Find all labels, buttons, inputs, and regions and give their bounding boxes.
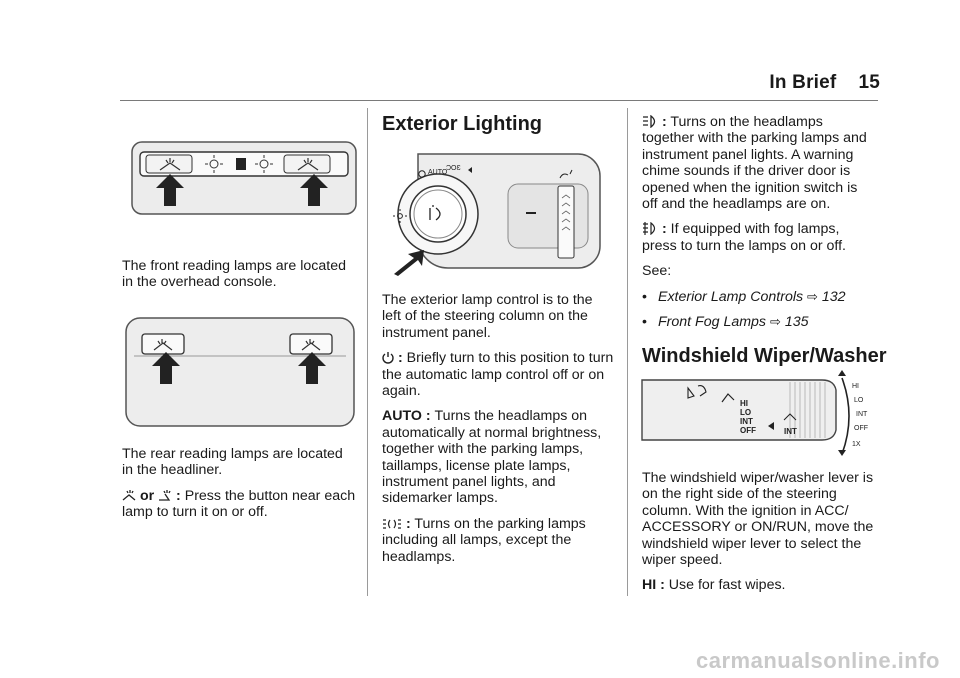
headlamps-icon: [642, 115, 658, 128]
exterior-lighting-body: [382, 292, 614, 574]
front-lamps-illustration: [130, 140, 358, 216]
fog-lamps-entry: : If equipped with fog lamps, press to turn the lamps on or off.: [642, 221, 846, 254]
lever-off-label: OFF: [854, 425, 868, 432]
stalk-int-ring-label: INT: [784, 427, 797, 436]
lever-lo-label: LO: [854, 397, 864, 404]
rear-lamps-caption: The rear reading lamps are located in the headliner. or : Press the button near each lamp to turn it on or off.: [122, 446, 356, 521]
reading-lamp-entry: or : Press the button near each lamp to turn it on or off.: [122, 487, 356, 521]
lever-hi-label: HI: [852, 383, 859, 390]
stalk-int-label: INT: [740, 417, 753, 426]
page-header: [720, 72, 880, 94]
front-lamps-caption: The front reading lamps are located in the overhead console.: [122, 258, 346, 291]
exterior-lamp-control-illustration: [388, 148, 604, 278]
lever-int-label: INT: [856, 411, 868, 418]
wiper-body: [642, 470, 874, 603]
page-ref-icon: ⇨: [807, 288, 818, 304]
see-link-front-fog-lamps[interactable]: • Front Fog Lamps ⇨ 135: [642, 314, 809, 331]
see-label: See:: [642, 263, 672, 280]
parking-lamps-entry: : Turns on the parking lamps including all lamps, except the headlamps.: [382, 515, 586, 565]
headlamps-entry: : Turns on the headlamps together with the parking lamps and instrument panel lights. A warning chime sounds if the driver door is opened when the ignition switch is off and the headlamps are on.: [642, 114, 867, 213]
column-divider-1: [367, 108, 368, 596]
lever-1x-label: 1X: [852, 441, 861, 448]
exterior-intro: The exterior lamp control is to the left of the steering column on the instrument panel.: [382, 292, 593, 341]
section-title: In Brief: [769, 72, 837, 93]
page-number: 15: [858, 72, 880, 93]
lighting-continued: [642, 114, 887, 368]
dial-parking-label: ƆOƐ: [446, 165, 461, 172]
power-off-icon: [382, 351, 394, 364]
hi-entry: HI : Use for fast wipes.: [642, 577, 786, 594]
reading-lamp-alt-icon: [158, 488, 172, 502]
rear-lamps-illustration: [124, 316, 356, 428]
page-ref-icon: ⇨: [769, 314, 781, 330]
wiper-stalk-illustration: [640, 370, 876, 456]
header-rule: [120, 100, 878, 101]
reading-lamp-icon: [122, 488, 136, 502]
exterior-lighting-title: Exterior Lighting: [382, 113, 542, 135]
dial-auto-label: AUTO: [428, 169, 448, 176]
stalk-off-label: OFF: [740, 426, 756, 435]
auto-entry: AUTO : Turns the headlamps on automatically at normal brightness, together with the parking lamps, taillamps, license plate lamps, instrument panel lights, and sidemarker lamps.: [382, 408, 602, 507]
watermark: carmanualsonline.info: [696, 648, 940, 673]
fog-lamps-icon: [642, 222, 658, 235]
column-divider-2: [627, 108, 628, 596]
see-link-exterior-lamp-controls[interactable]: • Exterior Lamp Controls ⇨ 132: [642, 288, 846, 305]
parking-lamps-icon: [382, 518, 402, 530]
stalk-hi-label: HI: [740, 399, 748, 408]
windshield-wiper-title: Windshield Wiper/Washer: [642, 345, 887, 368]
off-entry: : Briefly turn to this position to turn the automatic lamp control off or on again.: [382, 350, 614, 400]
exterior-lighting-section: [382, 112, 614, 136]
stalk-lo-label: LO: [740, 408, 752, 417]
wiper-intro: The windshield wiper/washer lever is on the right side of the steering column. With the ignition in ACC/ ACCESSORY or ON/RUN, move the windshield wiper lever to select the wiper speed.: [642, 470, 874, 569]
